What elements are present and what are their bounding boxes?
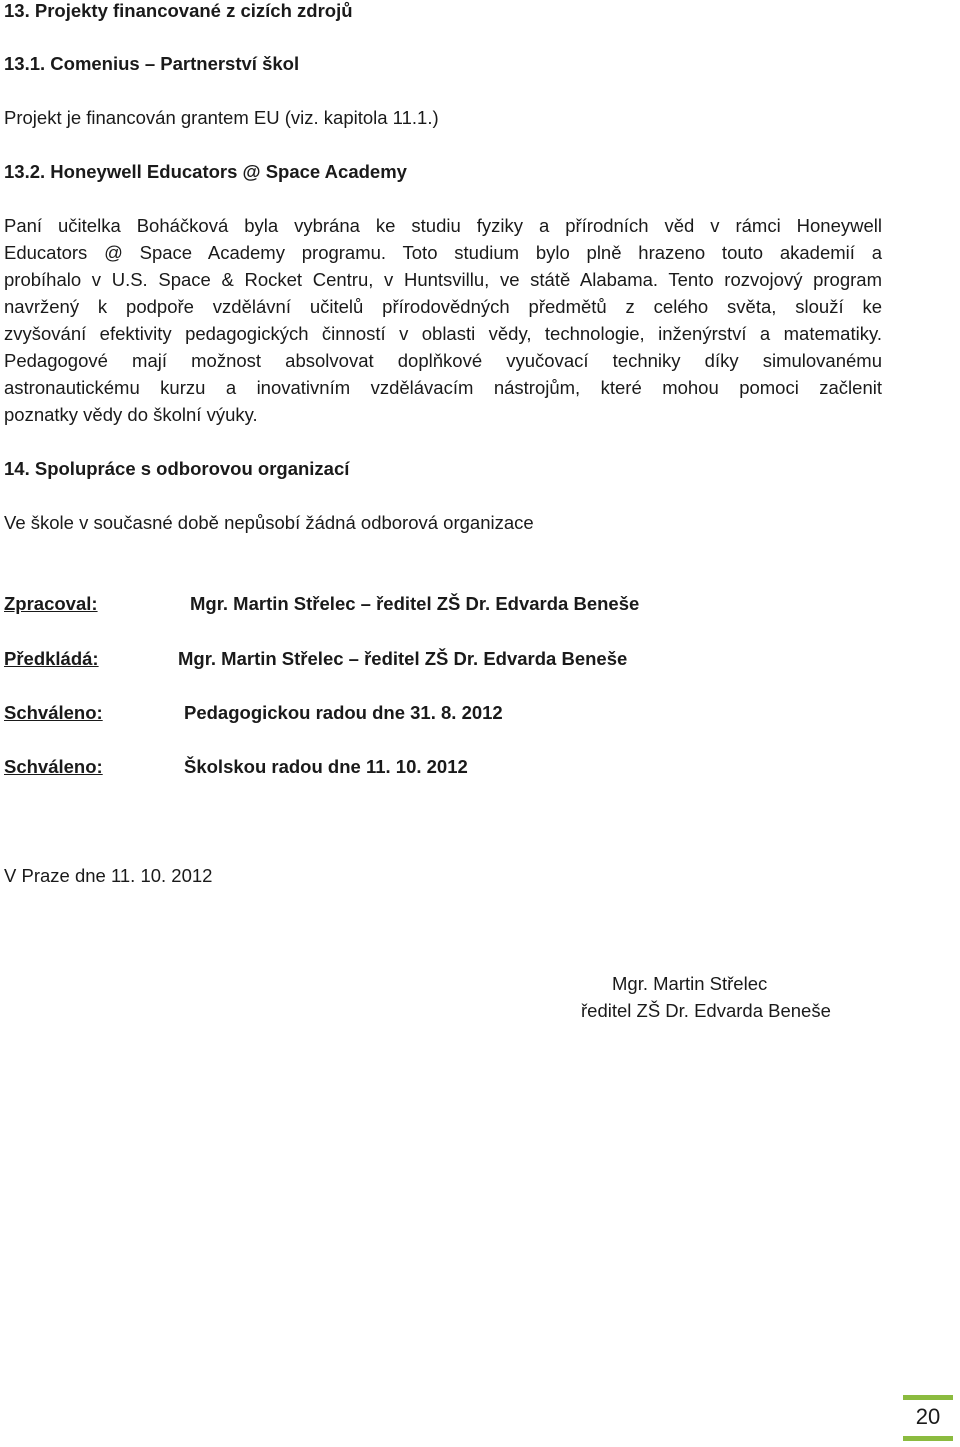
- paragraph-line: Pedagogové mají možnost absolvovat doplňkové vyučovací techniky díky simulovanému: [4, 350, 882, 371]
- section-13-2-heading: 13.2. Honeywell Educators @ Space Academy: [4, 161, 407, 182]
- section-14-text: Ve škole v současné době nepůsobí žádná odborová organizace: [4, 512, 534, 533]
- schvaleno-1-value: Pedagogickou radou dne 31. 8. 2012: [184, 702, 503, 723]
- paragraph-line: Paní učitelka Boháčková byla vybrána ke studiu fyziky a přírodních věd v rámci Honeywell: [4, 215, 882, 236]
- zpracoval-value: Mgr. Martin Střelec – ředitel ZŠ Dr. Edvarda Beneše: [190, 593, 640, 614]
- paragraph-line: navržený k podpoře vzdělávní učitelů přírodovědných předmětů z celého světa, slouží ke: [4, 296, 882, 317]
- schvaleno-2-label: Schváleno:: [4, 756, 103, 777]
- page-number-bottom-bar: [903, 1436, 953, 1441]
- section-14-heading: 14. Spolupráce s odborovou organizací: [4, 458, 350, 479]
- paragraph-line: poznatky vědy do školní výuky.: [4, 404, 258, 425]
- page-number-top-bar: [903, 1395, 953, 1400]
- schvaleno-2-value: Školskou radou dne 11. 10. 2012: [184, 756, 468, 777]
- page-number: 20: [915, 1404, 941, 1429]
- signature-title: ředitel ZŠ Dr. Edvarda Beneše: [581, 1000, 831, 1021]
- paragraph-line: Educators @ Space Academy programu. Toto studium bylo plně hrazeno touto akademií a: [4, 242, 882, 263]
- predklada-value: Mgr. Martin Střelec – ředitel ZŠ Dr. Edvarda Beneše: [178, 648, 628, 669]
- paragraph-line: zvyšování efektivity pedagogických činností v oblasti vědy, technologie, inženýrství a matematiky.: [4, 323, 882, 344]
- paragraph-line: probíhalo v U.S. Space & Rocket Centru, v Huntsvillu, ve státě Alabama. Tento rozvojový program: [4, 269, 882, 290]
- predklada-label: Předkládá:: [4, 648, 99, 669]
- signature-name: Mgr. Martin Střelec: [612, 973, 768, 994]
- paragraph-line: astronautickému kurzu a inovativním vzdělávacím nástrojům, které mohou pomoci začlenit: [4, 377, 882, 398]
- section-13-heading: 13. Projekty financované z cizích zdrojů: [4, 0, 353, 21]
- place-date: V Praze dne 11. 10. 2012: [4, 865, 213, 886]
- zpracoval-label: Zpracoval:: [4, 593, 98, 614]
- schvaleno-1-label: Schváleno:: [4, 702, 103, 723]
- page-number-box: [903, 1395, 953, 1441]
- section-13-1-heading: 13.1. Comenius – Partnerství škol: [4, 53, 300, 74]
- section-13-1-text: Projekt je financován grantem EU (viz. kapitola 11.1.): [4, 107, 439, 128]
